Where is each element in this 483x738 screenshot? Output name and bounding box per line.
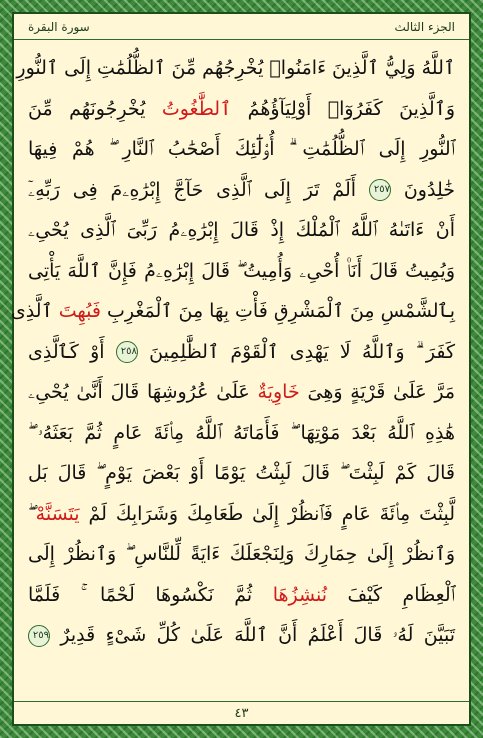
highlighted-word: خَاوِيَةٌ [257, 381, 300, 403]
verse-text: ٱلَّذِى [10, 300, 59, 322]
text-line [28, 332, 455, 373]
verse-text: ۖ [28, 502, 36, 525]
verse-text: تَبَيَّنَ لَهُۥ قَالَ أَعْلَمُ أَنَّ ٱللَّهَ عَلَىٰ كُلِّ شَىْءٍ قَدِيرٌ [50, 624, 455, 646]
verse-text: ٱلْعِظَامِ كَيْفَ [327, 583, 455, 606]
text-line [28, 615, 455, 656]
ayah-number-marker: ٢٥٨ [116, 341, 138, 363]
highlighted-word: فَبُهِتَ [58, 300, 101, 322]
highlighted-word: يَتَسَنَّهْ [35, 502, 80, 525]
ayah-number-marker: ٢٥٧ [369, 179, 391, 201]
text-line [28, 251, 455, 292]
text-line [28, 494, 455, 535]
page-frame [12, 12, 471, 726]
verse-text: وَٱنظُرْ إِلَىٰ حِمَارِكَ وَلِنَجْعَلَكَ ءَايَةً لِّلنَّاسِ ۖ وَٱنظُرْ إِلَى [28, 543, 455, 565]
verse-text: كَفَرَ ۗ وَٱللَّهُ لَا يَهْدِى ٱلْقَوْمَ ٱلظَّٰلِمِينَ [137, 340, 455, 363]
verse-text: مَرَّ عَلَىٰ قَرْيَةٍ وَهِىَ [299, 381, 456, 403]
text-line [10, 291, 455, 332]
verse-text: هَٰذِهِ ٱللَّهُ بَعْدَ مَوْتِهَا ۖ فَأَمَاتَهُ ٱللَّهُ مِا۟ئَةَ عَامٍ ثُمَّ بَعَثَهُۥ ۖ [28, 421, 455, 444]
verse-text: ٱللَّهُ وَلِيُّ ٱلَّذِينَ ءَامَنُوا۟ يُخْرِجُهُم مِّنَ ٱلظُّلُمَٰتِ إِلَى ٱلنُّورِ [16, 57, 455, 79]
verse-text: خَٰلِدُونَ [390, 178, 455, 201]
text-line [28, 534, 455, 575]
page-header [14, 14, 469, 40]
verse-text: وَيُمِيتُ قَالَ أَنَا۠ أُحْىِۦ وَأُمِيتُ ۖ قَالَ إِبْرَٰهِۦمُ فَإِنَّ ٱللَّهَ يَأْتِى [28, 259, 455, 282]
verse-text: عَلَىٰ عُرُوشِهَا قَالَ أَنَّىٰ يُحْىِۦ [28, 381, 258, 403]
verse-text: لَّبِثْتَ مِا۟ئَةَ عَامٍ فَٱنظُرْ إِلَىٰ طَعَامِكَ وَشَرَابِكَ لَمْ [79, 502, 455, 525]
verse-text: بِٱلشَّمْسِ مِنَ ٱلْمَشْرِقِ فَأْتِ بِهَا مِنَ ٱلْمَغْرِبِ [100, 300, 455, 322]
text-line [28, 210, 455, 251]
juz-label: الجزء الثالث [394, 19, 455, 34]
text-line [28, 372, 455, 413]
verse-text: أَلَمْ تَرَ إِلَى ٱلَّذِى حَآجَّ إِبْرَٰهِۦمَ فِى رَبِّهِۦٓ [28, 178, 369, 201]
surah-label: سورة البقرة [28, 19, 90, 34]
highlighted-word: ٱلطَّٰغُوتُ [161, 97, 232, 120]
verse-text: ثُمَّ نَكْسُوهَا لَحْمًا ۚ فَلَمَّا [28, 583, 273, 606]
text-line [28, 575, 455, 616]
text-line [28, 89, 455, 130]
highlighted-word: نُنشِزُهَا [272, 583, 327, 606]
text-line [28, 129, 455, 170]
verse-text: وَٱلَّذِينَ كَفَرُوٓا۟ أَوْلِيَآؤُهُمُ [231, 97, 455, 120]
verse-text: يُخْرِجُونَهُم مِّنَ [28, 97, 162, 120]
text-line [16, 48, 455, 89]
text-line [28, 413, 455, 454]
verse-text: قَالَ كَمْ لَبِثْتَ ۖ قَالَ لَبِثْتُ يَوْمًا أَوْ بَعْضَ يَوْمٍ ۖ قَالَ بَل [28, 462, 455, 484]
verse-text: أَوْ كَٱلَّذِى [28, 340, 116, 363]
verse-text: ٱلنُّورِ إِلَى ٱلظُّلُمَٰتِ ۗ أُو۟لَٰٓئِكَ أَصْحَٰبُ ٱلنَّارِ ۖ هُمْ فِيهَا [28, 138, 455, 160]
ayah-number-marker: ٢٥٩ [28, 625, 50, 647]
page-number: ٤٣ [234, 705, 249, 721]
text-line [28, 170, 455, 211]
text-line [28, 453, 455, 494]
quran-text [10, 40, 469, 702]
page-footer [14, 701, 469, 724]
verse-text: أَنْ ءَاتَىٰهُ ٱللَّهُ ٱلْمُلْكَ إِذْ قَالَ إِبْرَٰهِۦمُ رَبِّىَ ٱلَّذِى يُحْىِۦ [28, 219, 455, 241]
